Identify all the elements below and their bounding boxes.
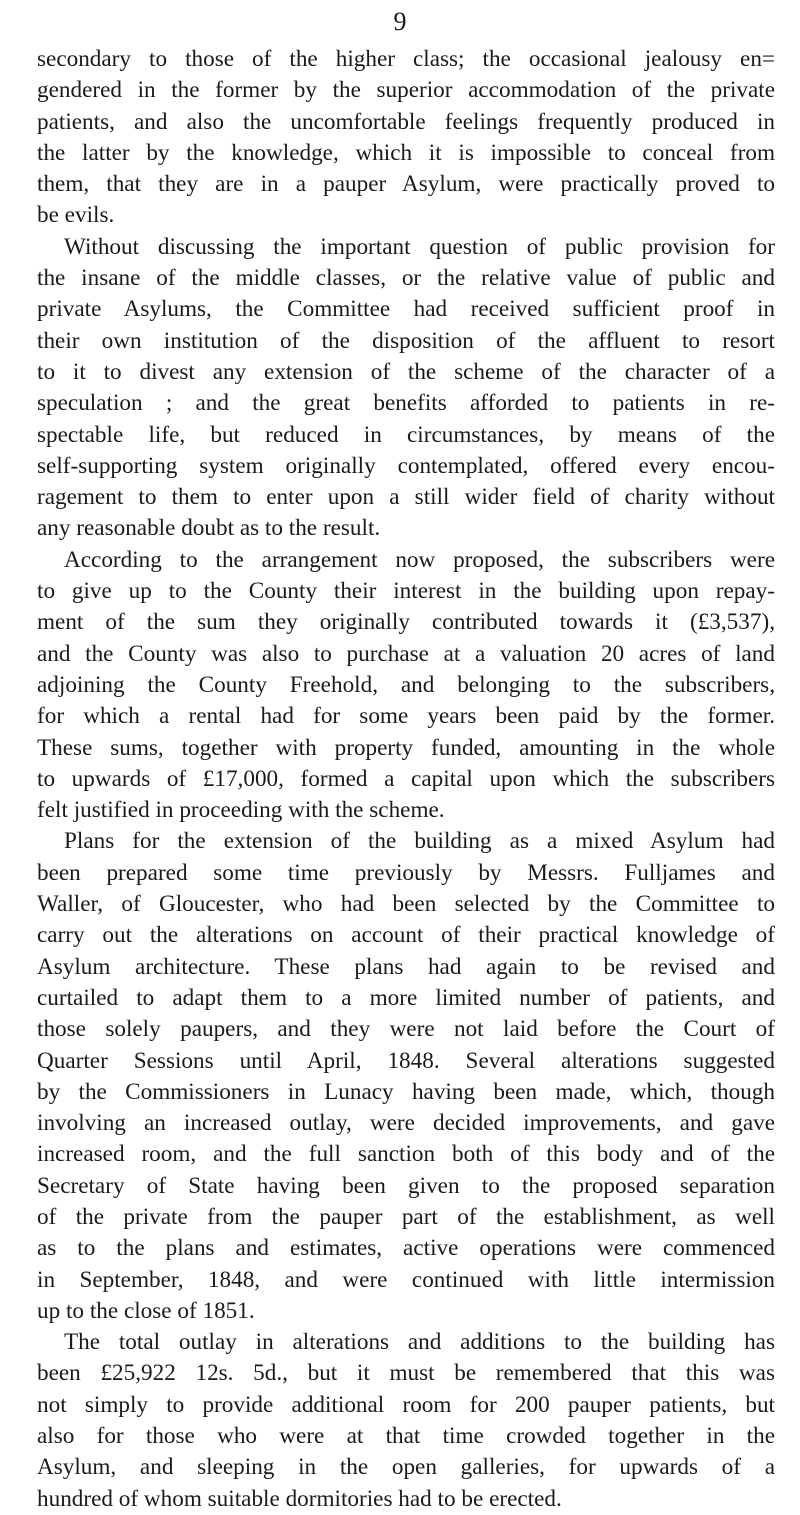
text-line: ment of the sum they originally contributed towards it (£3,537), [37, 609, 775, 636]
text-line: those solely paupers, and they were not laid before the Court of [37, 1016, 775, 1043]
text-line: Asylum, and sleeping in the open galleries, for upwards of a [37, 1454, 775, 1481]
text-line: spectable life, but reduced in circumstances, by means of the [37, 421, 775, 448]
text-line: in September, 1848, and were continued with little intermission [37, 1266, 775, 1293]
text-line: secondary to those of the higher class; the occasional jealousy en= [37, 46, 775, 72]
text-line: for which a rental had for some years been paid by the former. [37, 703, 775, 730]
text-line: Asylum architecture. These plans had again to be revised and [37, 953, 775, 980]
paragraph [37, 1327, 775, 1515]
text-line: Quarter Sessions until April, 1848. Several alterations suggested [37, 1047, 775, 1074]
text-line: to it to divest any extension of the scheme of the character of a [37, 358, 775, 385]
text-line: and the County was also to purchase at a valuation 20 acres of land [37, 640, 775, 667]
text-line: increased room, and the full sanction both of this body and of the [37, 1141, 775, 1168]
text-line: Without discussing the important question of public provision for [64, 233, 775, 260]
text-line: Plans for the extension of the building as a mixed Asylum had [64, 828, 775, 855]
text-line: any reasonable doubt as to the result. [37, 515, 381, 542]
text-line: ragement to them to enter upon a still wider field of charity without [37, 484, 775, 511]
text-line: them, that they are in a pauper Asylum, were practically proved to [37, 171, 775, 198]
text-line: been £25,922 12s. 5d., but it must be remembered that this was [37, 1360, 775, 1387]
text-line: to give up to the County their interest in the building upon repay- [37, 578, 775, 605]
text-line: their own institution of the disposition of the affluent to resort [37, 327, 775, 354]
text-line: curtailed to adapt them to a more limited number of patients, and [37, 984, 775, 1011]
text-line: be evils. [37, 202, 115, 229]
text-line: Waller, of Gloucester, who had been selected by the Committee to [37, 891, 775, 918]
paragraph [37, 44, 775, 232]
text-line: Secretary of State having been given to the proposed separation [37, 1172, 775, 1199]
text-line: up to the close of 1851. [37, 1297, 255, 1324]
body-text [37, 44, 775, 1515]
text-line: adjoining the County Freehold, and belonging to the subscribers, [37, 671, 775, 698]
text-line: been prepared some time previously by Messrs. Fulljames and [37, 859, 775, 886]
text-line: gendered in the former by the superior accommodation of the private [37, 77, 775, 104]
text-line: patients, and also the uncomfortable feelings frequently produced in [37, 108, 775, 135]
text-line: of the private from the pauper part of the establishment, as well [37, 1203, 775, 1230]
text-line: the insane of the middle classes, or the relative value of public and [37, 265, 775, 292]
text-line: private Asylums, the Committee had received sufficient proof in [37, 296, 775, 323]
text-line: also for those who were at that time crowded together in the [37, 1423, 775, 1450]
page-number: 9 [393, 7, 407, 36]
paragraph [37, 232, 775, 545]
text-line: involving an increased outlay, were decided improvements, and gave [37, 1110, 775, 1137]
text-line: hundred of whom suitable dormitories had to be erected. [37, 1485, 562, 1512]
text-line: These sums, together with property funded, amounting in the whole [37, 734, 775, 761]
text-line: According to the arrangement now proposed, the subscribers were [64, 546, 775, 573]
text-line: felt justified in proceeding with the scheme. [37, 797, 445, 824]
text-line: the latter by the knowledge, which it is impossible to conceal from [37, 139, 775, 166]
text-line: as to the plans and estimates, active operations were commenced [37, 1235, 775, 1262]
text-line: The total outlay in alterations and additions to the building has [64, 1329, 775, 1356]
text-line: by the Commissioners in Lunacy having been made, which, though [37, 1078, 775, 1105]
text-line: to upwards of £17,000, formed a capital upon which the subscribers [37, 765, 775, 792]
text-line: not simply to provide additional room for 200 pauper patients, but [37, 1391, 775, 1418]
paragraph [37, 545, 775, 827]
text-line: speculation ; and the great benefits afforded to patients in re- [37, 390, 775, 417]
text-line: self-supporting system originally contemplated, offered every encou- [37, 452, 775, 479]
paragraph [37, 826, 775, 1327]
text-line: carry out the alterations on account of their practical knowledge of [37, 922, 775, 949]
